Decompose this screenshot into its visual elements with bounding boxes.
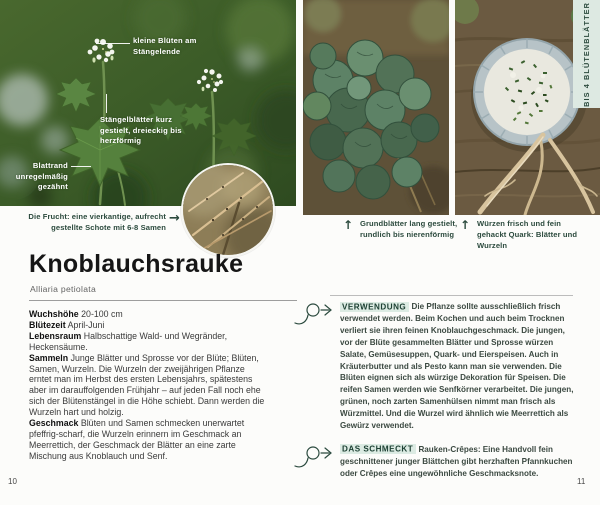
annotation-leader-line: [71, 166, 91, 167]
spoon-loop-arrow-icon: [294, 442, 338, 468]
plant-photo-basal-leaves: [303, 0, 449, 215]
annotation-flowers: kleine Blüten am Stängelende: [133, 36, 197, 56]
seedpod-inset-photo: [181, 163, 275, 257]
arrow-up-icon: ↑: [343, 218, 354, 232]
section-verwendung: VERWENDUNG Die Pflanze sollte ausschließlich frisch verwendet werden. Beim Kochen und auch beim Trocknen verliert sie ihren feinen Knoblauchgeschmack. Die jungen, vor der Blüte gesammelten Blätter und Sprosse würzen Salate, Gemüsesuppen, Quark- und Eierspeisen. Auch in Kräuterbutter und als Pesto kann man sie verwenden. Die Blüten eignen sich als würzige Dekoration für Speisen. Die reifen Samen werden wie Senfkörner verarbeitet. Die jungen, grünen, noch zarten Samenhülsen nimmt man frisch als Würzmittel. Und die Wurzel wird ähnlich wie Meerrettich als Gewürz verwendet.: [340, 301, 576, 432]
divider-rule: [29, 300, 297, 301]
page-number-left: 10: [8, 477, 17, 486]
arrow-up-icon: ↑: [460, 218, 471, 232]
annotation-leaf-margin: Blattrand unregelmäßig gezähnt: [15, 161, 68, 192]
page-number-right: 11: [577, 477, 586, 486]
category-tab: [573, 0, 600, 108]
latin-name: Alliaria petiolata: [30, 284, 97, 294]
fact-row: Sammeln Junge Blätter und Sprosse vor der Blüte; Blüten, Samen, Wurzeln. Die Wurzeln der zweijährigen Pflanze erntet man im Herbst des ersten Lebensjahrs, spätestens aber im darauffolgenden Frühjahr – auf jeden Fall noch ehe sich der Blütenstängel in die Höhe schiebt. Dann werden die Wurzeln hart und holzig.: [29, 352, 265, 418]
annotation-leader-line: [96, 43, 130, 44]
divider-rule: [330, 295, 573, 296]
fact-row: Geschmack Blüten und Samen schmecken unerwartet pfeffrig-scharf, die Wurzeln erinnern im Geschmack an Meerrettich, der Geschmack der Blätter an eine zarte Mischung aus Knoblauch und Senf.: [29, 418, 245, 461]
plant-facts: [29, 309, 269, 462]
fact-row: Blütezeit April-Juni: [29, 319, 105, 330]
fact-row: Wuchshöhe 20-100 cm: [29, 309, 123, 319]
basal-leaves-caption: Grundblätter lang gestielt, rundlich bis nierenförmig: [360, 219, 458, 239]
quark-caption: Würzen frisch und fein gehackt Quark: Blätter und Wurzeln: [477, 219, 578, 250]
fact-row: Lebensraum Halbschattige Wald- und Wegränder, Heckensäume.: [29, 330, 228, 352]
basal-leaves-illustration: [303, 0, 449, 215]
arrow-right-icon: →: [169, 211, 180, 226]
tab-label: BIS 4 BLÜTENBLÄTTER: [582, 1, 591, 107]
usage-column: [340, 301, 576, 492]
section-das-schmeckt: DAS SCHMECKT Rauken-Crêpes: Eine Handvoll fein geschnittener junger Blättchen gibt herzhaften Pfannkuchen oder Crêpes eine ungewöhnliche Geschmacksnote.: [340, 444, 576, 480]
spoon-loop-arrow-icon: [294, 299, 338, 325]
page-title: Knoblauchsrauke: [29, 250, 244, 278]
annotation-leader-line: [106, 94, 107, 113]
fruit-caption: Die Frucht: eine vierkantige, aufrecht gestellte Schote mit 6-8 Samen: [28, 212, 166, 232]
annotation-stem-leaves: Stängelblätter kurz gestielt, dreieckig bis herzförmig: [100, 115, 182, 146]
seedpod-illustration: [183, 165, 273, 255]
